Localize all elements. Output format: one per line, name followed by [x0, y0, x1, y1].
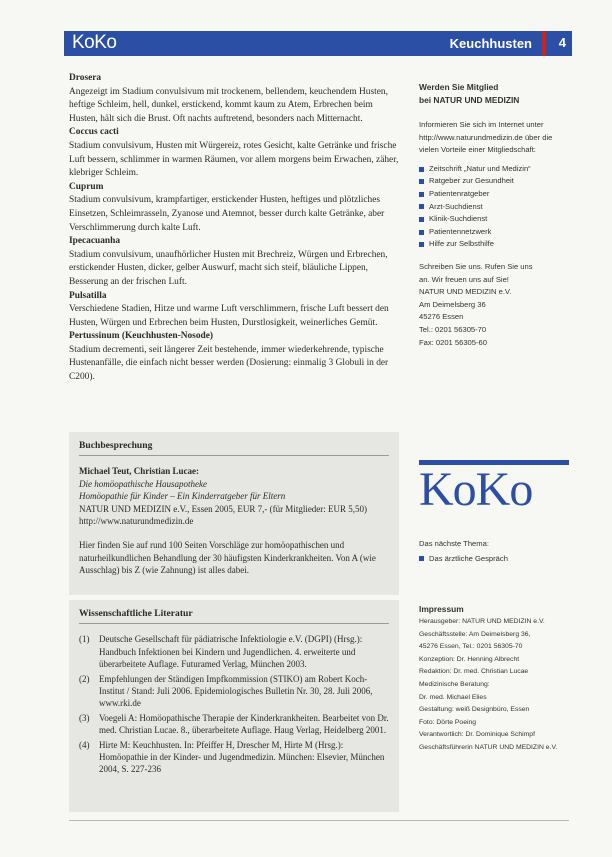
imprint-line: Geschäftsstelle: Am Deimelsberg 36, [419, 630, 531, 638]
remedy-text: Stadium convulsivum, krampfartiger, erstickender Husten, heftiges und plötzliches Einsetzen, Schleimrasseln, Zyanose und Atemnot, besser durch kalte Getränke, aber Verschlimmerung durch kalte Luft. [69, 195, 385, 233]
remedy-name: Cuprum [69, 181, 104, 192]
reference-item [79, 739, 389, 776]
literature-box [69, 600, 399, 812]
remedy-name: Coccus cacti [69, 127, 119, 138]
reference-number: (4) [79, 739, 90, 750]
remedy-text: Stadium decrementi, seit längerer Zeit bestehende, immer wiederkehrende, typische Hustenanfälle, die einfach nicht besser werden (Dosierung: einmalig 3 Globuli in der C200). [69, 344, 389, 383]
imprint [419, 603, 569, 755]
square-bullet-icon [419, 179, 424, 184]
square-bullet-icon [419, 217, 424, 222]
next-topic-label: Das nächste Thema: [419, 539, 489, 548]
imprint-line: Medizinische Beratung: [419, 680, 490, 688]
remedy-text: Verschiedene Stadien, Hitze und warme Luft verschlimmern, frische Luft bessert den Husten, Würgen und Erbrechen beim Husten, Durstlosigkeit, weinerliches Gemüt. [69, 304, 389, 328]
book-title: Die homöopathische Hausapotheke [79, 478, 207, 489]
book-url: http://www.naturundmedizin.de [79, 516, 194, 527]
imprint-line: Dr. med. Michael Elies [419, 693, 487, 701]
square-bullet-icon [419, 230, 424, 235]
next-topic-list [419, 553, 569, 566]
square-bullet-icon [419, 242, 424, 247]
imprint-line: Gestaltung: weiß Designbüro, Essen [419, 706, 530, 714]
reference-list [79, 633, 389, 775]
list-item: Klinik-Suchdienst [419, 213, 569, 226]
square-bullet-icon [419, 167, 424, 172]
reference-text: Voegeli A: Homöopathische Therapie der Kinderkrankheiten. Bearbeitet von Dr. med. Christian Lucae. 8., überarbeitete Auflage. Haug Verlag, Heidelberg 2001. [99, 712, 389, 736]
contact-line: NATUR UND MEDIZIN e.V. [419, 287, 512, 297]
book-description: Hier finden Sie auf rund 100 Seiten Vorschläge zur homöopathischen und naturheilkundlichen Behandlung der 30 häufigsten Kinderkrankheiten. Von A (wie Ausschlag) bis Z (wie Zahnung) ist alles dabei. [79, 540, 376, 576]
list-item [419, 553, 569, 566]
book-review-heading: Buchbesprechung [79, 440, 153, 451]
reference-item [79, 673, 389, 710]
list-item: Arzt-Suchdienst [419, 201, 569, 214]
imprint-line: Herausgeber: NATUR UND MEDIZIN e.V. [419, 618, 545, 625]
reference-number: (2) [79, 673, 90, 684]
imprint-line: 45276 Essen, Tel.: 0201 56305-70 [419, 643, 523, 651]
square-bullet-icon [419, 192, 424, 197]
list-item: Patientenratgeber [419, 188, 569, 201]
divider [79, 623, 389, 624]
reference-item [79, 633, 389, 670]
list-item: Hilfe zur Selbsthilfe [419, 238, 569, 251]
header-logo: KoKo [72, 32, 117, 53]
contact-line: 45276 Essen [419, 312, 464, 322]
imprint-line: Foto: Dörte Poeing [419, 718, 477, 726]
reference-number: (3) [79, 712, 90, 723]
membership-subheading: bei NATUR UND MEDIZIN [419, 95, 520, 105]
divider [79, 455, 389, 456]
page-header [64, 31, 572, 56]
book-subtitle: Homöopathie für Kinder – Ein Kinderratgeber für Eltern [79, 491, 286, 502]
next-topic [419, 538, 569, 575]
imprint-line: Geschäftsführerin NATUR UND MEDIZIN e.V. [419, 743, 558, 751]
remedy-text: Stadium convulsivum, unaufhörlicher Husten mit Brechreiz, Würgen und Erbrechen, erstickender Husten, dicker, gelber Auswurf, macht sich steif, bläuliche Lippen, Besserung an der frischen Luft. [69, 249, 388, 287]
literature-heading: Wissenschaftliche Literatur [79, 608, 193, 619]
reference-text: Empfehlungen der Ständigen Impfkommission (STIKO) am Robert Koch-Institut / Stand: Juli 2006. Epidemiologisches Bulletin Nr. 30, 28. Juli 2006, www.rki.de [99, 673, 373, 709]
imprint-line: Konzeption: Dr. Henning Albrecht [419, 655, 520, 663]
remedy-name: Drosera [69, 73, 102, 83]
book-publisher: NATUR UND MEDIZIN e.V., Essen 2005, EUR 7,- (für Mitglieder: EUR 5,50) [79, 503, 368, 514]
reference-text: Deutsche Gesellschaft für pädiatrische Infektiologie e.V. (DGPI) (Hrsg.): Handbuch Infektionen bei Kindern und Jugendlichen. 4. erweiterte und überarbeitete Auflage. Futuramed Verlag, München 2003. [99, 634, 363, 670]
square-bullet-icon [419, 204, 424, 209]
reference-number: (1) [79, 634, 90, 645]
contact-line: Tel.: 0201 56305-70 [419, 324, 487, 334]
list-item: Ratgeber zur Gesundheit [419, 175, 569, 188]
remedy-name: Pertussinum (Keuchhusten-Nosode) [69, 331, 214, 342]
imprint-heading: Impressum [419, 604, 464, 614]
page-number: 4 [558, 35, 566, 50]
square-bullet-icon [419, 556, 424, 561]
header-title: Keuchhusten [449, 36, 532, 51]
remedy-name: Ipecacuanha [69, 236, 121, 247]
membership-info: Informieren Sie sich im Internet unter http://www.naturundmedizin.de über die vielen Vorteile einer Mitgliedschaft: [419, 120, 553, 155]
list-item: Patientennetzwerk [419, 226, 569, 239]
book-review-box [69, 432, 399, 595]
contact-line: Am Deimelsberg 36 [419, 299, 486, 309]
remedies-section [69, 72, 399, 385]
remedy-text: Stadium convulsivum, Husten mit Würgereiz, rotes Gesicht, kalte Getränke und frische Luft bessern, schlimmer in warmen Räumen, vor allem morgens beim Erwachen, zäher, klebriger Schleim. [69, 140, 399, 179]
contact-line: Schreiben Sie uns. Rufen Sie uns [419, 261, 533, 271]
reference-text: Hirte M: Keuchhusten. In: Pfeiffer H, Drescher M, Hirte M (Hrsg.): Homöopathie in der Kinder- und Jugendmedizin. München: Elsevier, München 2004, S. 227-236 [99, 739, 385, 775]
koko-logo: KoKo [419, 463, 533, 516]
header-red-marker [542, 31, 546, 56]
list-item: Zeitschrift „Natur und Medizin“ [419, 163, 569, 176]
next-topic-title: Das ärztliche Gespräch [429, 553, 508, 563]
remedy-name: Pulsatilla [69, 290, 107, 301]
contact-line: Fax: 0201 56305-60 [419, 337, 487, 347]
bottom-rule [69, 820, 569, 821]
imprint-line: Redaktion: Dr. med. Christian Lucae [419, 668, 529, 676]
benefit-list [419, 163, 569, 251]
membership-heading: Werden Sie Mitglied [419, 82, 499, 92]
contact-line: an. Wir freuen uns auf Sie! [419, 274, 509, 284]
remedy-text: Angezeigt im Stadium convulsivum mit trockenem, bellendem, keuchendem Husten, heftige Schleim, hell, dunkel, erstickend, kommt kaum zu Atem, Erbrechen beim Husten, hält sich die Brust. Oft nachts auftretend, besonders nach Mitternacht. [69, 86, 388, 124]
reference-item [79, 712, 389, 737]
imprint-line: Verantwortlich: Dr. Dominique Schimpf [419, 731, 535, 739]
membership-sidebar [419, 81, 569, 349]
book-authors: Michael Teut, Christian Lucae: [79, 466, 200, 477]
